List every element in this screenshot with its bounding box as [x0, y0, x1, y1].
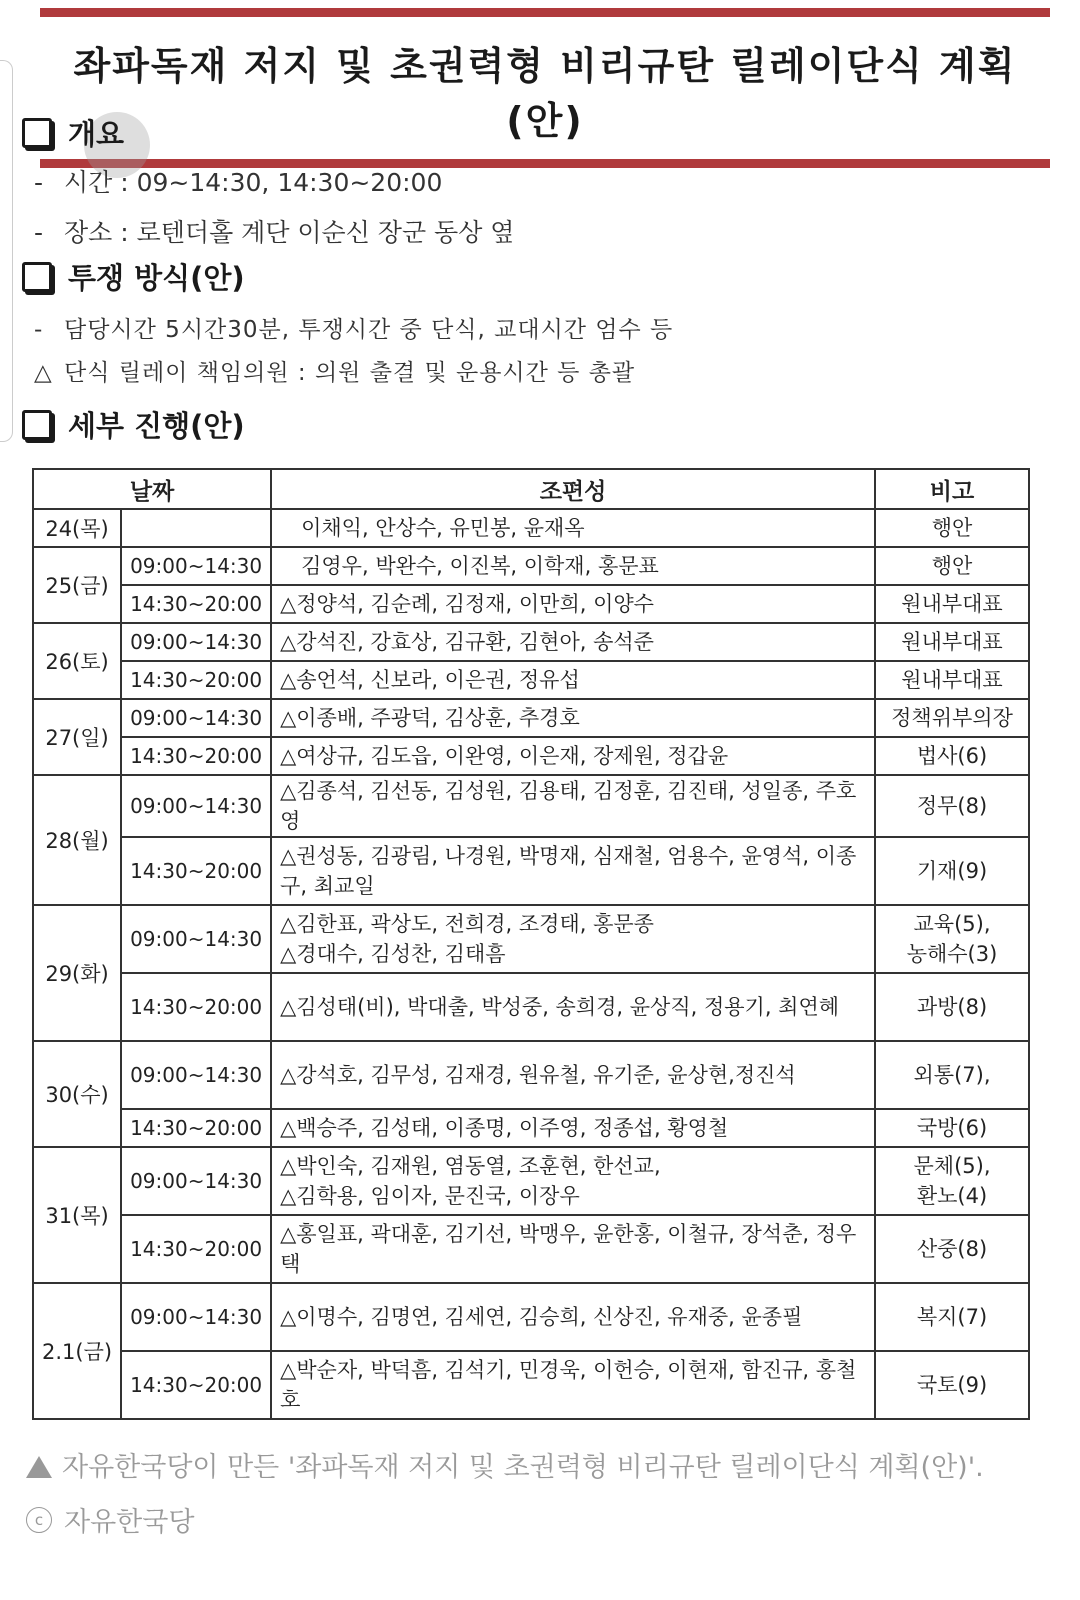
table-row: [33, 585, 1029, 623]
table-row: [33, 905, 1029, 973]
time-cell: 14:30~20:00: [121, 1351, 271, 1419]
note-cell: 법사(6): [875, 737, 1029, 775]
note-line-1: 교육(5),: [913, 912, 991, 936]
members-cell: △이명수, 김명연, 김세연, 김승희, 신상진, 유재중, 윤종필: [271, 1283, 875, 1351]
members-line-1: △김한표, 곽상도, 전희경, 조경태, 홍문종: [280, 912, 654, 936]
method-section: [22, 256, 673, 387]
members-cell: △김종석, 김선동, 김성원, 김용태, 김정훈, 김진태, 성일종, 주호영: [271, 775, 875, 837]
method-line-1-text: 담당시간 5시간30분, 투쟁시간 중 단식, 교대시간 엄수 등: [64, 317, 674, 343]
header-date: 날짜: [33, 469, 271, 509]
checkbox-icon: [22, 262, 52, 292]
note-cell: 원내부대표: [875, 585, 1029, 623]
side-scroll-bracket: [0, 60, 13, 442]
note-cell: 산중(8): [875, 1215, 1029, 1283]
note-cell: 기재(9): [875, 837, 1029, 905]
date-cell: 2.1(금): [33, 1283, 121, 1419]
members-cell: △정양석, 김순례, 김정재, 이만희, 이양수: [271, 585, 875, 623]
members-cell: △이종배, 주광덕, 김상훈, 추경호: [271, 699, 875, 737]
triangle-icon: [26, 1456, 52, 1478]
members-cell: △여상규, 김도읍, 이완영, 이은재, 장제원, 정갑윤: [271, 737, 875, 775]
note-cell: 행안: [875, 509, 1029, 547]
time-cell: 14:30~20:00: [121, 1109, 271, 1147]
table-row: [33, 973, 1029, 1041]
note-cell: 정무(8): [875, 775, 1029, 837]
members-cell: △백승주, 김성태, 이종명, 이주영, 정종섭, 황영철: [271, 1109, 875, 1147]
overview-time-text: 시간 : 09~14:30, 14:30~20:00: [64, 168, 443, 197]
members-cell: △송언석, 신보라, 이은권, 정유섭: [271, 661, 875, 699]
time-cell: 09:00~14:30: [121, 623, 271, 661]
table-row: [33, 547, 1029, 585]
note-cell: 국방(6): [875, 1109, 1029, 1147]
checkbox-icon: [22, 118, 52, 148]
table-row: [33, 509, 1029, 547]
time-cell: 09:00~14:30: [121, 699, 271, 737]
table-row: [33, 1147, 1029, 1215]
note-line-1: 문체(5),: [913, 1154, 991, 1178]
table-row: [33, 837, 1029, 905]
note-line-2: 환노(4): [916, 1184, 988, 1208]
table-row: [33, 737, 1029, 775]
members-line-2: △경대수, 김성찬, 김태흠: [280, 942, 506, 966]
header-members: 조편성: [271, 469, 875, 509]
members-cell: △강석호, 김무성, 김재경, 원유철, 유기준, 윤상현,정진석: [271, 1041, 875, 1109]
overview-place: - 장소 : 로텐더홀 계단 이순신 장군 동상 옆: [34, 218, 515, 247]
members-cell: [271, 905, 875, 973]
note-cell: [875, 1147, 1029, 1215]
note-cell: 복지(7): [875, 1283, 1029, 1351]
table-header-row: [33, 469, 1029, 509]
time-cell: 09:00~14:30: [121, 1283, 271, 1351]
document-title: 좌파독재 저지 및 초권력형 비리규탄 릴레이단식 계획(안): [73, 44, 1017, 143]
note-cell: 외통(7),: [875, 1041, 1029, 1109]
note-cell: [875, 905, 1029, 973]
members-cell: △권성동, 김광림, 나경원, 박명재, 심재철, 엄용수, 윤영석, 이종구, 최교일: [271, 837, 875, 905]
members-cell: △김성태(비), 박대출, 박성중, 송희경, 윤상직, 정용기, 최연혜: [271, 973, 875, 1041]
time-cell: 14:30~20:00: [121, 973, 271, 1041]
date-cell: 27(일): [33, 699, 121, 775]
date-cell: 31(목): [33, 1147, 121, 1283]
members-cell: △홍일표, 곽대훈, 김기선, 박맹우, 윤한홍, 이철규, 장석춘, 정우택: [271, 1215, 875, 1283]
note-cell: 국토(9): [875, 1351, 1029, 1419]
members-cell: 김영우, 박완수, 이진복, 이학재, 홍문표: [271, 547, 875, 585]
time-cell: 14:30~20:00: [121, 1215, 271, 1283]
time-cell: 09:00~14:30: [121, 1041, 271, 1109]
date-cell: 28(월): [33, 775, 121, 905]
table-row: [33, 1351, 1029, 1419]
table-row: [33, 1041, 1029, 1109]
date-cell: 25(금): [33, 547, 121, 623]
copyright-line: [26, 1500, 194, 1539]
method-line-1: - 담당시간 5시간30분, 투쟁시간 중 단식, 교대시간 엄수 등: [34, 317, 674, 343]
table-row: [33, 661, 1029, 699]
table-row: [33, 1215, 1029, 1283]
note-line-2: 농해수(3): [906, 942, 998, 966]
detail-heading: 세부 진행(안): [68, 409, 245, 443]
copyright-icon: c: [26, 1507, 52, 1533]
detail-section: [22, 404, 245, 445]
table-row: [33, 1109, 1029, 1147]
members-cell: △박순자, 박덕흠, 김석기, 민경욱, 이헌승, 이현재, 함진규, 홍철호: [271, 1351, 875, 1419]
overview-heading: 개요: [68, 117, 125, 151]
overview-time: - 시간 : 09~14:30, 14:30~20:00: [34, 168, 443, 197]
members-cell: △강석진, 강효상, 김규환, 김현아, 송석준: [271, 623, 875, 661]
date-cell: 30(수): [33, 1041, 121, 1147]
date-cell: 29(화): [33, 905, 121, 1041]
date-cell: 24(목): [33, 509, 121, 547]
table-row: [33, 699, 1029, 737]
method-heading: 투쟁 방식(안): [68, 261, 245, 295]
time-cell: 09:00~14:30: [121, 775, 271, 837]
time-cell: 14:30~20:00: [121, 585, 271, 623]
note-cell: 원내부대표: [875, 661, 1029, 699]
overview-place-text: 장소 : 로텐더홀 계단 이순신 장군 동상 옆: [64, 218, 515, 247]
method-line-2-text: 단식 릴레이 책임의원 : 의원 출결 및 운용시간 등 총괄: [64, 360, 636, 386]
title-top-rule: [40, 8, 1050, 17]
table-row: [33, 1283, 1029, 1351]
members-line-2: △김학용, 임이자, 문진국, 이장우: [280, 1184, 580, 1208]
header-note: 비고: [875, 469, 1029, 509]
overview-section: [22, 112, 514, 249]
time-cell: 09:00~14:30: [121, 547, 271, 585]
members-line-1: △박인숙, 김재원, 염동열, 조훈현, 한선교,: [280, 1154, 661, 1178]
time-cell: 09:00~14:30: [121, 905, 271, 973]
copyright-text: 자유한국당: [64, 1507, 195, 1538]
date-cell: 26(토): [33, 623, 121, 699]
time-cell: 09:00~14:30: [121, 1147, 271, 1215]
members-cell: [271, 1147, 875, 1215]
method-line-2: △ 단식 릴레이 책임의원 : 의원 출결 및 운용시간 등 총괄: [34, 360, 636, 386]
time-cell: 14:30~20:00: [121, 837, 271, 905]
image-caption: [26, 1445, 984, 1484]
checkbox-icon: [22, 410, 52, 440]
members-cell: 이채익, 안상수, 유민봉, 윤재옥: [271, 509, 875, 547]
note-cell: 과방(8): [875, 973, 1029, 1041]
schedule-table: [32, 468, 1030, 1420]
time-cell: 14:30~20:00: [121, 661, 271, 699]
table-row: [33, 623, 1029, 661]
table-row: [33, 775, 1029, 837]
note-cell: 정책위부의장: [875, 699, 1029, 737]
note-cell: 원내부대표: [875, 623, 1029, 661]
time-cell: [121, 509, 271, 547]
caption-text: 자유한국당이 만든 '좌파독재 저지 및 초권력형 비리규탄 릴레이단식 계획(안)'.: [62, 1452, 984, 1483]
time-cell: 14:30~20:00: [121, 737, 271, 775]
note-cell: 행안: [875, 547, 1029, 585]
